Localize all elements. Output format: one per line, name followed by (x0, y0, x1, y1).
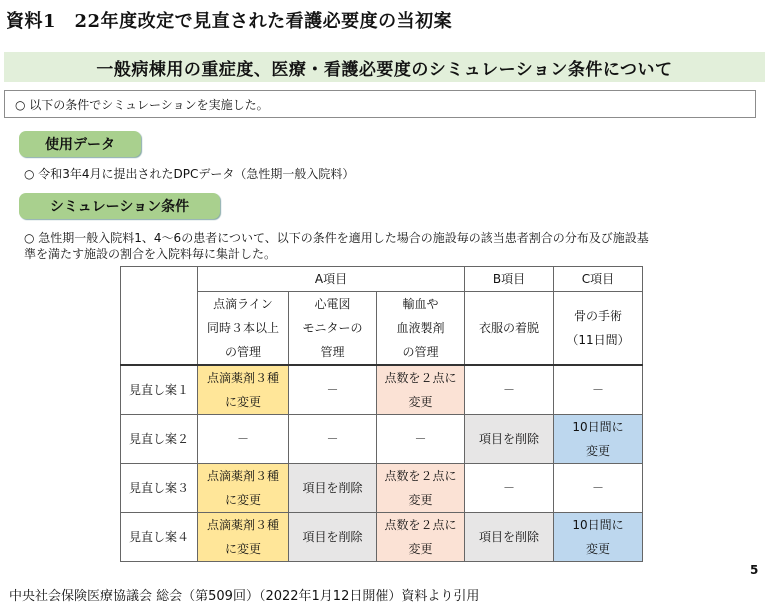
column-header (465, 292, 554, 366)
table-cell (377, 365, 465, 415)
corner-cell (121, 267, 198, 366)
table-cell (465, 415, 554, 464)
cell-line: － (326, 432, 339, 446)
cell-line: － (236, 432, 249, 446)
group-header-b: B項目 (465, 267, 554, 292)
column-header-line: 輸血や (402, 297, 439, 311)
table-cell (289, 464, 377, 513)
intro-text: ○ 以下の条件でシミュレーションを実施した。 (15, 97, 269, 112)
column-header-line: 同時３本以上 (206, 321, 279, 335)
table-cell (377, 464, 465, 513)
column-header-line: の管理 (224, 345, 261, 359)
document-title: 資料1 22年度改定で見直された看護必要度の当初案 (6, 11, 453, 32)
cell-line: 項目を削除 (302, 530, 363, 544)
row-label: 見直し案２ (121, 415, 198, 464)
section-heading-label: 使用データ (45, 137, 115, 153)
table-cell (377, 513, 465, 562)
column-header-line: 管理 (320, 345, 345, 359)
title-banner (4, 52, 765, 82)
cell-line: 10日間に (572, 518, 624, 532)
table-cell (198, 513, 289, 562)
column-header (554, 292, 643, 366)
conditions-line-2: 準を満たす施設の割合を入院料毎に集計した。 (24, 247, 277, 261)
table-row (121, 415, 643, 464)
cell-line: 項目を削除 (478, 432, 539, 446)
cell-line: 点数を２点に (384, 518, 457, 532)
table-row (121, 513, 643, 562)
column-header (198, 292, 289, 366)
cell-line: － (414, 432, 427, 446)
cell-line: 項目を削除 (478, 530, 539, 544)
cell-line: 変更 (408, 542, 433, 556)
column-header-line: （11日間） (566, 333, 630, 347)
cell-line: 10日間に (572, 420, 624, 434)
row-label: 見直し案１ (121, 365, 198, 415)
banner-text: 一般病棟用の重症度、医療・看護必要度のシミュレーション条件について (96, 59, 673, 80)
row-label: 見直し案４ (121, 513, 198, 562)
intro-box (4, 90, 756, 118)
section-heading-data (19, 131, 141, 157)
column-header-line: モニターの (302, 321, 363, 335)
cell-line: 変更 (408, 395, 433, 409)
column-header (289, 292, 377, 366)
page-number: 5 (750, 563, 759, 577)
table-cell (554, 365, 643, 415)
data-description: ○ 令和3年4月に提出されたDPCデータ（急性期一般入院料） (24, 167, 355, 181)
cell-line: 点滴薬剤３種 (206, 518, 279, 532)
cell-line: に変更 (224, 395, 261, 409)
table-cell (554, 415, 643, 464)
table-cell (465, 464, 554, 513)
cell-line: に変更 (224, 542, 261, 556)
table-cell (198, 365, 289, 415)
cell-line: － (591, 383, 604, 397)
table-cell (289, 415, 377, 464)
section-heading-label: シミュレーション条件 (49, 199, 190, 215)
cell-line: － (502, 481, 515, 495)
column-header-line: 骨の手術 (573, 309, 622, 323)
cell-line: 変更 (585, 444, 610, 458)
cell-line: 点滴薬剤３種 (206, 469, 279, 483)
table-row (121, 365, 643, 415)
table-cell (554, 513, 643, 562)
cell-line: 点数を２点に (384, 469, 457, 483)
table-cell (465, 365, 554, 415)
cell-line: － (326, 383, 339, 397)
cell-line: － (502, 383, 515, 397)
section-heading-conditions (19, 193, 220, 219)
column-header-line: 衣服の着脱 (478, 321, 539, 335)
cell-line: 項目を削除 (302, 481, 363, 495)
conditions-description (24, 230, 744, 262)
table-cell (465, 513, 554, 562)
row-label: 見直し案３ (121, 464, 198, 513)
cell-line: 点滴薬剤３種 (206, 371, 279, 385)
table-cell (377, 415, 465, 464)
column-header-line: 心電図 (314, 297, 351, 311)
column-header (377, 292, 465, 366)
simulation-table (120, 266, 643, 562)
cell-line: に変更 (224, 493, 261, 507)
group-header-a: A項目 (198, 267, 465, 292)
column-header-line: 血液製剤 (396, 321, 445, 335)
table-cell (198, 464, 289, 513)
table-cell (289, 513, 377, 562)
table-cell (289, 365, 377, 415)
source-citation: 中央社会保険医療協議会 総会（第509回）（2022年1月12日開催）資料より引用 (9, 589, 480, 604)
table-row (121, 464, 643, 513)
conditions-line-1: ○ 急性期一般入院料1、4～6の患者について、以下の条件を適用した場合の施設毎の該当患者割合の分布及び施設基 (24, 231, 649, 245)
cell-line: 変更 (408, 493, 433, 507)
table-cell (554, 464, 643, 513)
cell-line: 点数を２点に (384, 371, 457, 385)
table-cell (198, 415, 289, 464)
cell-line: － (591, 481, 604, 495)
group-header-c: C項目 (554, 267, 643, 292)
column-header-line: 点滴ライン (213, 297, 273, 311)
cell-line: 変更 (585, 542, 610, 556)
column-header-line: の管理 (402, 345, 439, 359)
